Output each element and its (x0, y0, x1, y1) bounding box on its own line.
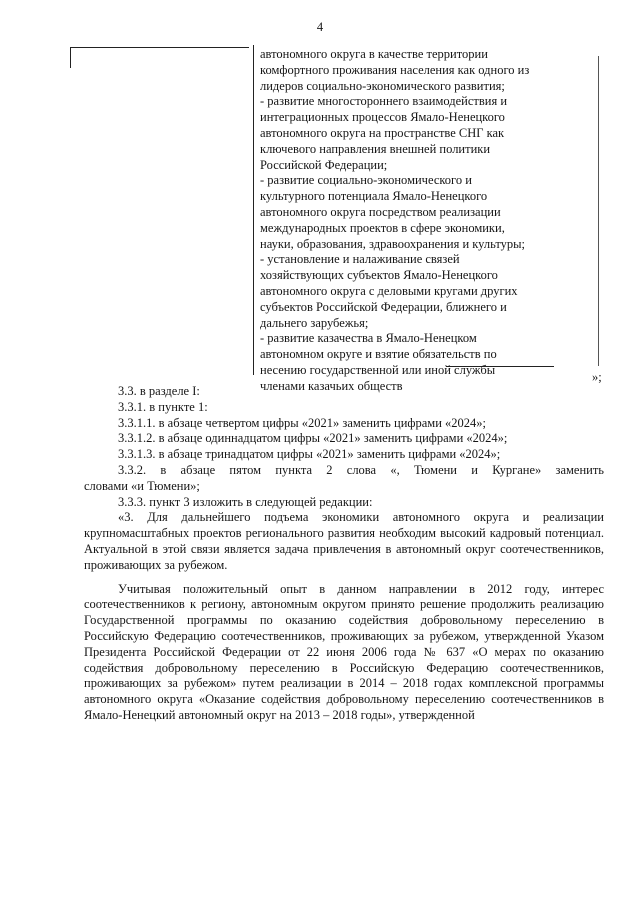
table-cell-line: интеграционных процессов Ямало-Ненецкого (260, 110, 505, 125)
table-cell-line: автономного округа в качестве территории (260, 47, 488, 61)
table-cell-line: автономного округа с деловыми кругами других (260, 283, 518, 298)
table-cell-line: - установление и налаживание связей (260, 252, 460, 267)
amendment-3-3-1: 3.3.1. в пункте 1: (118, 399, 208, 414)
amendment-3-3-3: 3.3.3. пункт 3 изложить в следующей редакции: (118, 494, 373, 509)
table-cell-line: Российской Федерации; (260, 157, 388, 172)
page-number: 4 (316, 20, 324, 34)
paragraph-2: Учитывая положительный опыт в данном направлении в 2012 году, интерес соотечественников к региону, автономным округом принято решение продолжить реализацию Государственной программы по оказанию содействия добровольному переселению в Российскую Федерацию соотечественников, проживающих за рубежом, утвержденной Указом Президента Российской Федерации от 22 июня 2006 года № 637 «О мерах по оказанию содействия добровольному переселению в Российскую Федерацию соотечественников, проживающих за рубежом» путем реализации в 2014 – 2018 годах комплексной программы автономного округа «Оказание содействия добровольному переселению соотечественников в Ямало-Ненецкий автономный округ на 2013 – 2018 годы», утвержденной (84, 581, 604, 722)
amendment-3-3-1-1: 3.3.1.1. в абзаце четвертом цифры «2021» заменить цифрами «2024»; (118, 415, 486, 430)
table-cell-line: культурного потенциала Ямало-Ненецкого (260, 189, 488, 204)
table-closing-quote: »; (592, 370, 602, 384)
table-cell-line: - развитие казачества в Ямало-Ненецком (260, 331, 477, 346)
amendment-3-3-2-line2: словами «и Тюмени»; (84, 478, 200, 493)
table-cell-line: лидеров социально-экономического развития; (260, 78, 505, 93)
table-cell-line: субъектов Российской Федерации, ближнего и (260, 299, 507, 314)
table-cell-line: - развитие социально-экономического и (260, 173, 472, 188)
table-cell-line: науки, образования, здравоохранения и культуры; (260, 236, 526, 251)
table-cell-line: дальнего зарубежья; (260, 315, 369, 330)
table-cell-line: международных проектов в сфере экономики, (260, 220, 505, 235)
table-cell-line: автономного округа на пространстве СНГ как (260, 125, 505, 140)
table-cell-line: автономном округе и взятие обязательств по (260, 347, 497, 362)
amendment-3-3-1-3: 3.3.1.3. в абзаце тринадцатом цифры «2021» заменить цифрами «2024»; (118, 447, 501, 462)
amendment-3-3-2-line1: 3.3.2. в абзаце пятом пункта 2 слова «, Тюмени и Кургане» заменить (118, 462, 604, 477)
amendment-3-3: 3.3. в разделе I: (118, 384, 200, 398)
table-cell-goals (260, 47, 600, 395)
document-body (84, 384, 604, 724)
table-cell-line: автономного округа посредством реализации (260, 204, 501, 219)
amendment-3-3-1-2: 3.3.1.2. в абзаце одиннадцатом цифры «2021» заменить цифрами «2024»; (118, 431, 508, 446)
table-column-divider (253, 45, 255, 375)
table-cell-line: несению государственной или иной службы (260, 362, 496, 377)
table-cell-line: членами казачьих обществ (260, 378, 403, 393)
table-cell-line: ключевого направления внешней политики (260, 141, 491, 156)
table-cell-line: хозяйствующих субъектов Ямало-Ненецкого (260, 268, 498, 283)
table-cell-line: - развитие многостороннего взаимодействия и (260, 94, 508, 109)
table-border-left (70, 47, 249, 68)
table-cell-line: комфортного проживания населения как одного из (260, 62, 530, 77)
quote-paragraph: «3. Для дальнейшего подъема экономики автономного округа и реализации крупномасштабных проектов регионального развития необходим высокий кадровый потенциал. Актуальной в этой связи является задача привлечения в автономный округ соотечественников, проживающих за рубежом. (84, 510, 604, 572)
